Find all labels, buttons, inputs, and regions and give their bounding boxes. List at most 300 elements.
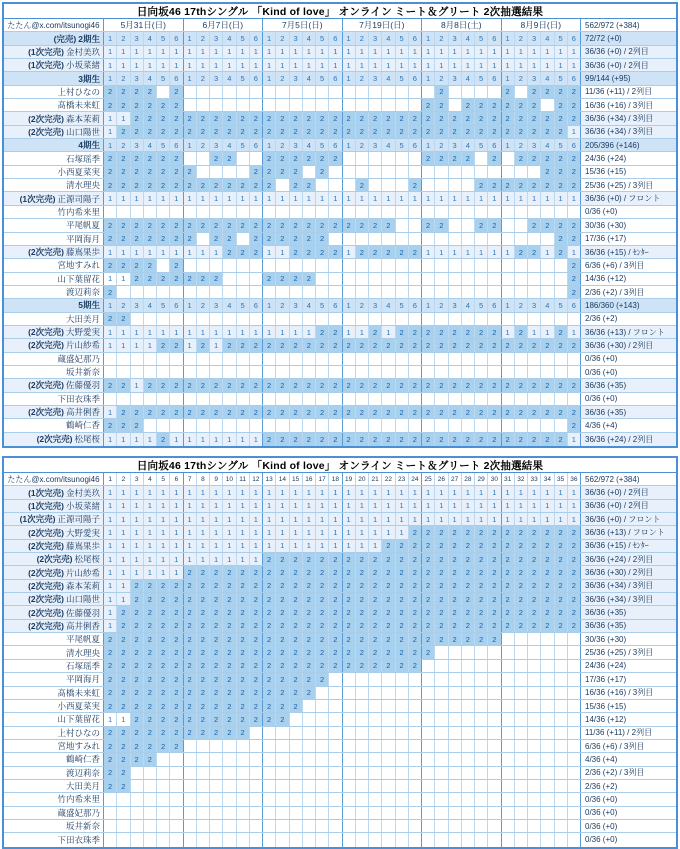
ticket-cell [488,259,501,271]
ticket-cell [515,353,528,365]
ticket-cell: 1 [316,46,329,58]
ticket-cell [316,767,329,779]
ticket-cell: 2 [117,727,130,739]
ticket-cell: 2 [369,580,382,592]
ticket-cell [382,793,395,805]
ticket-cell: 1 [382,59,395,71]
ticket-cell: 1 [290,192,303,204]
slot-number-cell: 4 [144,72,157,84]
ticket-cell: 1 [197,59,210,71]
ticket-cell: 2 [409,593,422,605]
ticket-cell [237,833,250,846]
slot-number-cell: 1 [502,139,515,151]
ticket-cell [237,353,250,365]
ticket-cell: 2 [117,780,130,792]
slot-number-cell: 6 [329,72,342,84]
ticket-cell [541,793,554,805]
slot-number-cell: 3 [528,299,541,311]
ticket-cell: 2 [210,126,223,138]
slot-number-cell: 1 [422,32,435,44]
member-row [4,366,676,379]
member-row [4,192,676,205]
ticket-cell: 2 [131,646,144,658]
result-cell: 186/360 (+143) [580,299,676,311]
ticket-cell [422,740,435,752]
ticket-cell [223,793,236,805]
slot-number-cell: 2 [197,299,210,311]
ticket-cell: 2 [157,633,170,645]
slot-grid [104,633,580,645]
ticket-cell: 1 [223,433,236,446]
ticket-cell: 2 [541,339,554,351]
ticket-cell: 2 [541,166,554,178]
ticket-cell: 1 [290,540,303,552]
ticket-cell [488,419,501,431]
ticket-cell [396,820,409,832]
ticket-cell: 2 [502,179,515,191]
slot-number-cell: 1 [104,299,117,311]
ticket-cell [369,713,382,725]
ticket-cell [343,259,356,271]
ticket-cell [462,166,475,178]
member-row [4,326,676,339]
ticket-cell [541,833,554,846]
slot-grid [104,580,580,592]
column-number-cell: 11 [237,473,250,485]
ticket-cell: 2 [157,339,170,351]
ticket-cell: 2 [502,553,515,565]
ticket-cell: 1 [369,526,382,538]
ticket-cell [356,166,369,178]
ticket-cell [131,313,144,325]
ticket-cell: 2 [488,406,501,418]
ticket-cell: 2 [555,86,568,98]
ticket-cell [396,700,409,712]
ticket-cell [144,820,157,832]
slot-number-cell: 2 [117,139,130,151]
member-row [4,419,676,432]
ticket-cell: 1 [555,192,568,204]
member-name [4,566,104,578]
ticket-cell [568,727,580,739]
ticket-cell: 1 [502,246,515,258]
ticket-cell: 2 [157,99,170,111]
ticket-cell: 2 [515,406,528,418]
ticket-cell: 2 [316,406,329,418]
slot-number-cell: 5 [316,139,329,151]
ticket-cell: 1 [396,46,409,58]
column-number-cell: 18 [329,473,342,485]
ticket-cell [422,86,435,98]
ticket-cell: 2 [541,526,554,538]
ticket-cell: 2 [541,379,554,391]
ticket-cell: 2 [237,606,250,618]
group-row [4,139,676,152]
ticket-cell [502,780,515,792]
ticket-cell [515,820,528,832]
slot-number-cell: 3 [210,72,223,84]
slot-number-cell: 1 [343,139,356,151]
ticket-cell [369,753,382,765]
name-text: 佐藤優羽 [65,607,100,618]
slot-number-cell: 6 [571,74,576,84]
ticket-cell [422,780,435,792]
ticket-cell: 2 [316,660,329,672]
ticket-cell: 2 [210,620,223,632]
ticket-cell: 1 [250,540,263,552]
member-row [4,793,676,806]
slot-grid [104,606,580,618]
slot-grid [104,299,580,311]
ticket-cell [422,793,435,805]
ticket-cell: 2 [263,433,276,446]
ticket-cell: 2 [263,126,276,138]
ticket-cell: 2 [488,593,501,605]
name-text: 上村ひなの [57,727,100,738]
ticket-cell [290,313,303,325]
result-cell: 36/36 (+34) / 3列目 [580,580,676,592]
member-row [4,233,676,246]
ticket-cell: 1 [117,246,130,258]
slot-number-cell: 5 [237,32,250,44]
ticket-cell: 2 [210,580,223,592]
member-name [4,753,104,765]
ticket-cell: 1 [144,433,157,446]
ticket-cell [475,152,488,164]
ticket-cell: 2 [250,633,263,645]
ticket-cell: 2 [210,646,223,658]
ticket-cell: 1 [571,60,576,70]
ticket-cell: 1 [263,192,276,204]
slot-number-cell: 5 [396,299,409,311]
slot-grid [104,660,580,672]
ticket-cell [210,86,223,98]
ticket-cell: 2 [462,593,475,605]
ticket-cell [541,286,554,298]
slot-number-cell: 2 [435,32,448,44]
ticket-cell [157,780,170,792]
ticket-cell [555,740,568,752]
ticket-cell [329,206,342,218]
ticket-cell [502,660,515,672]
ticket-cell: 2 [276,700,289,712]
name-text: 山下葉留花 [57,273,100,284]
slot-number-cell: 6 [250,72,263,84]
ticket-cell [131,833,144,846]
soldout-prefix: (2次完売) [28,113,64,124]
ticket-cell [396,767,409,779]
ticket-cell [223,820,236,832]
ticket-cell [104,807,117,819]
ticket-cell: 1 [144,513,157,525]
ticket-cell [157,366,170,378]
ticket-cell [263,740,276,752]
ticket-cell: 1 [250,486,263,498]
ticket-cell: 2 [210,152,223,164]
ticket-cell: 2 [329,112,342,124]
ticket-cell: 2 [237,620,250,632]
ticket-cell [382,286,395,298]
ticket-cell: 2 [382,620,395,632]
ticket-cell [382,780,395,792]
result-cell: 0/36 (+0) [580,366,676,378]
ticket-cell [276,767,289,779]
ticket-cell [197,259,210,271]
slot-grid [104,419,580,431]
ticket-cell [488,353,501,365]
ticket-cell [396,673,409,685]
ticket-cell: 2 [568,526,580,538]
ticket-cell [276,393,289,405]
ticket-cell [117,353,130,365]
ticket-cell [290,86,303,98]
ticket-cell: 1 [117,192,130,204]
ticket-cell: 1 [462,246,475,258]
ticket-cell: 2 [237,179,250,191]
ticket-cell: 1 [449,59,462,71]
ticket-cell: 1 [276,192,289,204]
ticket-cell: 2 [382,646,395,658]
ticket-cell [144,286,157,298]
ticket-cell: 2 [462,566,475,578]
slot-number-cell: 5 [396,72,409,84]
ticket-cell [382,767,395,779]
ticket-cell [435,646,448,658]
ticket-cell [449,780,462,792]
ticket-cell: 1 [157,500,170,512]
ticket-cell: 2 [329,219,342,231]
ticket-cell: 2 [276,233,289,245]
slot-number-cell: 4 [144,139,157,151]
ticket-cell: 1 [104,339,117,351]
ticket-cell [237,793,250,805]
ticket-cell: 1 [104,273,117,285]
ticket-cell [475,233,488,245]
ticket-cell: 1 [396,513,409,525]
result-cell: 4/36 (+4) [580,753,676,765]
ticket-cell: 1 [488,246,501,258]
ticket-cell: 2 [197,219,210,231]
ticket-cell [555,353,568,365]
ticket-cell: 1 [316,486,329,498]
ticket-cell: 2 [170,86,183,98]
ticket-cell [409,807,422,819]
ticket-cell: 2 [329,433,342,446]
ticket-cell: 2 [568,339,580,351]
ticket-cell: 2 [223,727,236,739]
ticket-cell [343,179,356,191]
ticket-cell [263,366,276,378]
ticket-cell [382,206,395,218]
ticket-cell: 1 [131,433,144,446]
ticket-cell [449,700,462,712]
ticket-cell [343,727,356,739]
member-row [4,740,676,753]
ticket-cell: 2 [382,126,395,138]
ticket-cell: 2 [515,379,528,391]
ticket-cell: 2 [144,687,157,699]
member-name [4,833,104,846]
ticket-cell [541,259,554,271]
ticket-cell: 2 [568,99,580,111]
ticket-cell: 2 [449,326,462,338]
slot-number-cell: 4 [382,72,395,84]
ticket-cell: 2 [170,273,183,285]
ticket-cell [475,206,488,218]
ticket-cell [568,673,580,685]
ticket-cell [409,673,422,685]
ticket-cell [343,273,356,285]
ticket-cell [555,727,568,739]
ticket-cell: 1 [131,59,144,71]
member-name [4,59,104,71]
ticket-cell: 1 [422,46,435,58]
ticket-cell: 2 [117,753,130,765]
slot-number-cell: 3 [369,299,382,311]
ticket-cell: 1 [184,59,197,71]
ticket-cell: 1 [435,46,448,58]
ticket-cell [488,807,501,819]
ticket-cell: 2 [541,406,554,418]
ticket-cell: 1 [329,46,342,58]
member-row [4,353,676,366]
ticket-cell: 1 [382,486,395,498]
ticket-cell [515,366,528,378]
ticket-cell [290,793,303,805]
slot-number-cell: 6 [409,299,422,311]
column-number-cell: 28 [462,473,475,485]
ticket-cell: 2 [462,326,475,338]
ticket-cell: 2 [223,233,236,245]
ticket-cell: 2 [303,379,316,391]
ticket-cell: 2 [528,219,541,231]
member-row [4,46,676,59]
soldout-prefix: (2次完売) [28,380,64,391]
ticket-cell: 1 [117,46,130,58]
name-text: 金村美玖 [65,46,100,57]
ticket-cell [223,740,236,752]
ticket-cell [528,753,541,765]
ticket-cell: 2 [131,419,144,431]
ticket-cell [303,313,316,325]
ticket-cell: 2 [541,112,554,124]
ticket-cell: 2 [184,233,197,245]
ticket-cell [515,219,528,231]
member-row [4,112,676,125]
ticket-cell [449,286,462,298]
ticket-cell [197,86,210,98]
ticket-cell [329,820,342,832]
slot-number-cell: 5 [475,72,488,84]
ticket-cell [541,700,554,712]
ticket-cell: 1 [343,486,356,498]
ticket-cell: 2 [237,246,250,258]
ticket-cell: 2 [197,727,210,739]
slot-grid [104,152,580,164]
ticket-cell: 2 [541,86,554,98]
ticket-cell: 2 [276,339,289,351]
ticket-cell: 2 [435,633,448,645]
ticket-cell: 2 [369,339,382,351]
ticket-cell: 2 [303,219,316,231]
ticket-cell: 1 [316,540,329,552]
ticket-cell [131,807,144,819]
slot-number-cell: 4 [382,299,395,311]
ticket-cell: 2 [210,633,223,645]
ticket-cell: 1 [356,326,369,338]
ticket-cell: 1 [104,246,117,258]
ticket-cell: 2 [237,219,250,231]
ticket-cell [276,259,289,271]
ticket-cell: 1 [210,526,223,538]
ticket-cell: 2 [250,179,263,191]
ticket-cell: 2 [369,112,382,124]
ticket-cell: 1 [104,406,117,418]
ticket-cell: 2 [197,379,210,391]
ticket-cell: 1 [409,500,422,512]
ticket-cell [303,166,316,178]
ticket-cell: 2 [263,700,276,712]
ticket-cell [237,780,250,792]
ticket-cell [422,206,435,218]
ticket-cell [117,393,130,405]
ticket-cell [382,313,395,325]
member-name [4,646,104,658]
ticket-cell: 2 [223,713,236,725]
ticket-cell: 1 [528,59,541,71]
ticket-cell: 2 [197,580,210,592]
slot-grid [104,353,580,365]
ticket-cell: 2 [316,166,329,178]
ticket-cell [197,152,210,164]
ticket-cell: 1 [117,513,130,525]
ticket-cell: 2 [117,606,130,618]
ticket-cell [356,673,369,685]
slot-number-cell: 3 [290,72,303,84]
result-cell: 15/36 (+15) [580,700,676,712]
ticket-cell [237,233,250,245]
slot-grid [104,540,580,552]
ticket-cell: 1 [223,513,236,525]
ticket-cell: 1 [104,713,117,725]
ticket-cell: 2 [568,259,580,271]
ticket-cell: 2 [276,687,289,699]
column-number-cell: 26 [435,473,448,485]
ticket-cell: 1 [210,553,223,565]
ticket-cell [449,206,462,218]
date-header-cell: 5月31日(日) [104,19,184,31]
ticket-cell: 1 [329,526,342,538]
result-cell: 36/36 (+13) / フロント [580,326,676,338]
ticket-cell [237,206,250,218]
ticket-cell: 1 [571,488,576,498]
ticket-cell: 2 [104,86,117,98]
ticket-cell [409,259,422,271]
ticket-cell: 2 [250,246,263,258]
ticket-cell [343,793,356,805]
ticket-cell: 2 [223,112,236,124]
ticket-cell [263,419,276,431]
ticket-cell: 2 [157,112,170,124]
ticket-cell: 2 [303,553,316,565]
ticket-cell: 2 [117,219,130,231]
slot-number-cell: 2 [515,139,528,151]
result-cell: 17/36 (+17) [580,673,676,685]
ticket-cell [197,740,210,752]
ticket-cell: 2 [369,246,382,258]
ticket-cell: 2 [329,660,342,672]
ticket-cell: 1 [197,526,210,538]
